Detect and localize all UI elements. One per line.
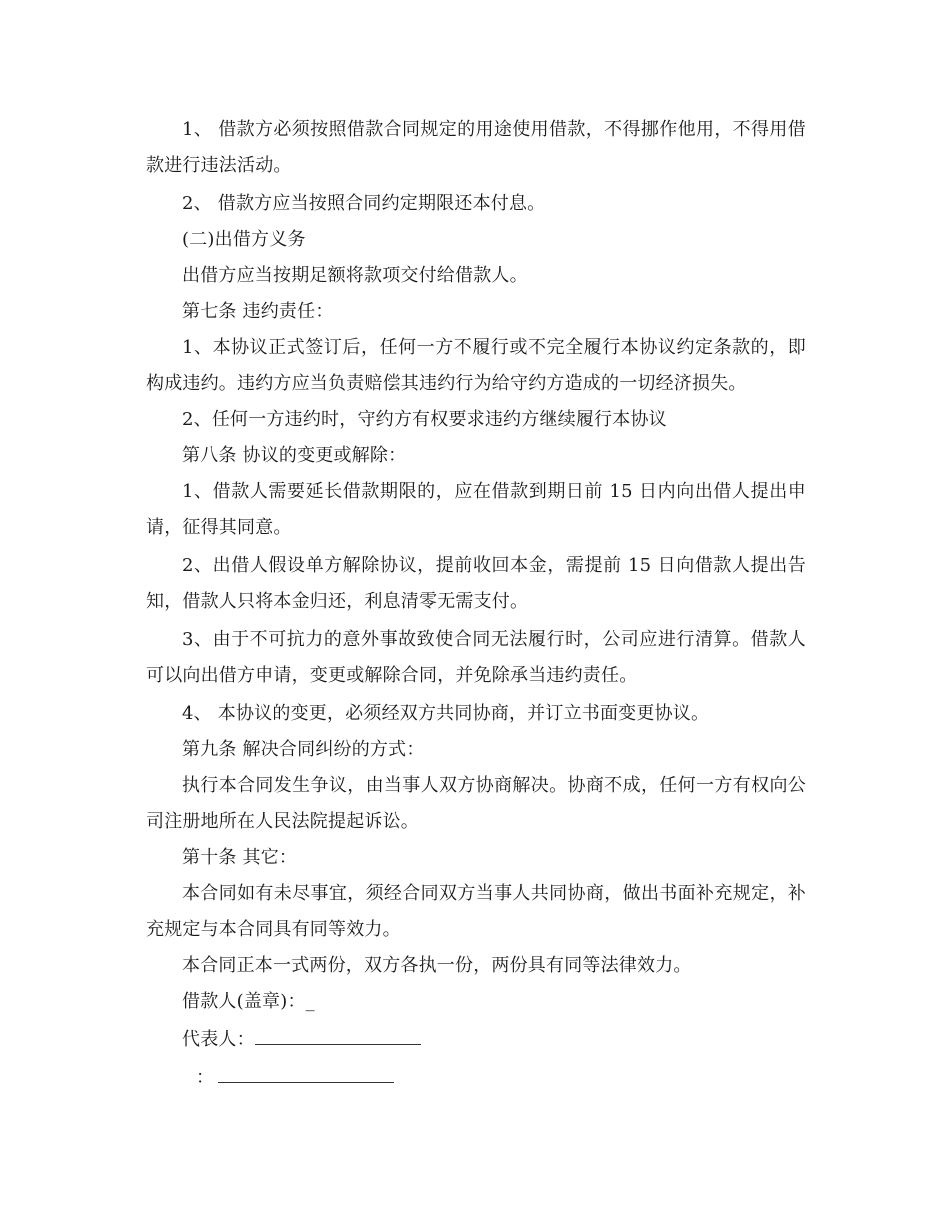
extra-label: ：	[196, 1067, 215, 1088]
clause-breach-2: 2、任何一方违约时，守约方有权要求违约方继续履行本协议	[182, 409, 667, 430]
article-7-heading: 第七条 违约责任：	[182, 301, 334, 322]
representative-label: 代表人：	[182, 1029, 255, 1050]
representative-blank	[255, 1024, 421, 1045]
extra-signature-line	[196, 1060, 856, 1096]
borrower-signature-line	[146, 984, 806, 1020]
clause-copies: 本合同正本一式两份，双方各执一份，两份具有同等法律效力。	[182, 955, 692, 976]
clause-change-3: 3、由于不可抗力的意外事故致使合同无法履行时，公司应进行清算。借款人可以向出借方申请，变更或解除合同，并免除承当违约责任。	[146, 629, 806, 686]
section-lender-obligations: (二)出借方义务	[182, 229, 306, 250]
clause-supplement: 本合同如有未尽事宜，须经合同双方当事人共同协商，做出书面补充规定，补充规定与本合同具有同等效力。	[146, 883, 806, 940]
clause-lender-duty: 出借方应当按期足额将款项交付给借款人。	[182, 265, 528, 286]
clause-usage: 1、 借款方必须按照借款合同规定的用途使用借款，不得挪作他用，不得用借款进行违法活动。	[146, 119, 806, 176]
clause-change-1: 1、借款人需要延长借款期限的，应在借款到期日前 15 日内向出借人提出申请，征得其同意。	[146, 481, 806, 538]
article-10-heading: 第十条 其它：	[182, 847, 298, 868]
representative-signature-line	[146, 1022, 806, 1058]
clause-change-2: 2、出借人假设单方解除协议，提前收回本金，需提前 15 日向借款人提出告知，借款人只将本金归还，利息清零无需支付。	[146, 555, 806, 612]
clause-repayment: 2、 借款方应当按照合同约定期限还本付息。	[182, 193, 546, 214]
clause-breach-1: 1、本协议正式签订后，任何一方不履行或不完全履行本协议约定条款的，即构成违约。违约方应当负责赔偿其违约行为给守约方造成的一切经济损失。	[146, 337, 806, 394]
clause-change-4: 4、 本协议的变更，必须经双方共同协商，并订立书面变更协议。	[182, 703, 710, 724]
article-8-heading: 第八条 协议的变更或解除：	[182, 445, 407, 466]
article-9-heading: 第九条 解决合同纠纷的方式：	[182, 739, 425, 760]
extra-blank	[218, 1062, 394, 1083]
clause-dispute: 执行本合同发生争议，由当事人双方协商解决。协商不成，任何一方有权向公司注册地所在人民法院提起诉讼。	[146, 775, 806, 832]
borrower-label: 借款人(盖章)：_	[182, 991, 315, 1012]
